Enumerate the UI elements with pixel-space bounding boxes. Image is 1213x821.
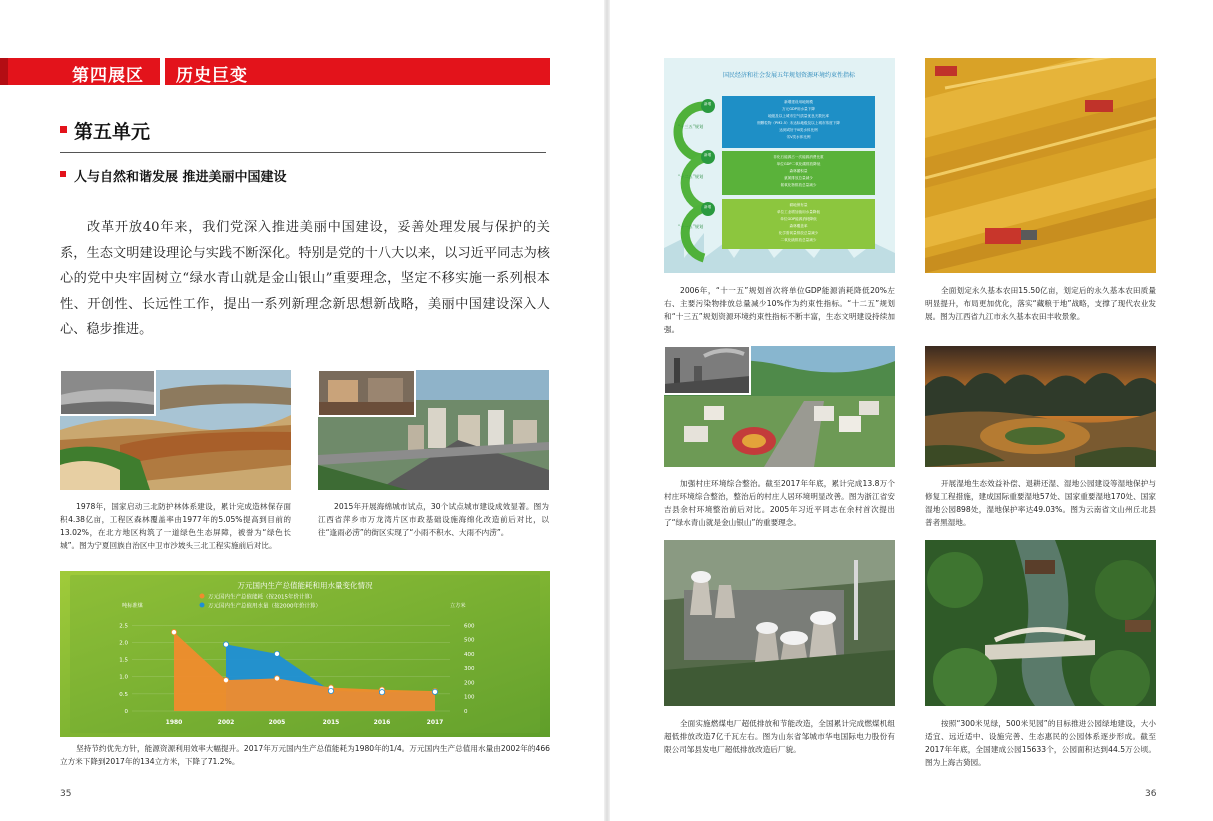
x-tick-label: 2017 [426,719,444,726]
unit-subtitle: 人与自然和谐发展 推进美丽中国建设 [74,170,287,185]
caption-park: 按照“300米见绿，500米见园”的目标推进公园绿地建设，大小适宜、远近适中、设施完善、生态惠民的公园体系逐步形成。截至2017年年底，全国建成公园15633个，公园面积达到44.5万公顷。图为上海古猗园。 [925,719,1156,767]
box-11-item: 单位工业增加值用水量降低 [776,210,821,214]
caption-farmland: 全面划定永久基本农田15.50亿亩，划定后的永久基本农田质量明显提升，布局更加优化，落实“藏粮于地”战略，支撑了现代农业发展。图为江西省九江市永久基本农田丰收景象。 [925,286,1156,321]
box-11-list [726,202,871,244]
photo-jiujiang-farmland [925,58,1156,273]
heading-divider [60,152,546,153]
y-right-tick: 100 [464,694,475,701]
caption-power-plant: 全面实施燃煤电厂超低排放和节能改造，全国累计完成燃煤机组超低排放改造7亿千瓦左右。图为山东省邹城市华电国际电力股份有限公司邹县发电厂超低排放改造后厂貌。 [664,719,895,754]
box-13-item: 地级及以上城市空气质量优良天数比率 [767,114,830,118]
zone-title: 历史巨变 [176,66,248,86]
y-left-tick: 0 [124,709,128,715]
y-right-tick: 400 [464,651,475,658]
plan-13-label: “十三五”规划 [678,124,704,129]
x-tick-label: 2015 [322,719,340,726]
y-left-label: 吨标准煤 [122,603,143,609]
box-13-list [726,99,871,141]
chart-title: 万元国内生产总值能耗和用水量变化情况 [237,581,373,590]
legend-water: 万元国内生产总值用水量（按2000年价计算） [208,603,321,610]
water-point [274,651,279,656]
caption-sponge-city: 2015年开展海绵城市试点，30个试点城市建设成效显著。图为江西省萍乡市万龙湾片区市政基础设施海绵化改造前后对比，以往“逢雨必涝”的街区实现了“小雨不积水、大雨不内涝”。 [318,502,549,537]
box-12-item: 森林蓄积量 [789,169,808,173]
box-11-item: 耕地保有量 [789,203,808,207]
energy-point [274,676,279,681]
y-right-tick: 500 [464,637,475,644]
badge-12: 新增 [704,153,712,157]
y-left-tick: 2.5 [119,623,128,630]
infographic-title: 国民经济和社会发展五年规划资源环境约束性指标 [722,72,855,79]
water-point [432,689,437,694]
box-12-item: 氮氧化物排放总量减少 [780,183,817,187]
box-12-item: 单位GDP二氧化碳排放降低 [776,162,821,166]
y-right-tick: 0 [464,709,468,715]
box-13-item: 新增建设用地规模 [784,100,813,104]
box-13-item: 劣Ⅴ类水体比例 [786,135,811,139]
box-11-item: 二氧化硫排放总量减少 [780,238,817,242]
x-tick-label: 2005 [268,719,286,726]
badge-13: 新增 [704,102,712,106]
plan-12-label: “十二五”规划 [678,174,704,179]
energy-point [171,630,176,635]
infographic-five-year-plan [664,58,895,273]
y-left-tick: 0.5 [119,691,128,698]
water-point [223,642,228,647]
water-point [379,690,384,695]
y-left-tick: 2.0 [119,640,128,647]
caption-five-year-plan: 2006年，“十一五”规划首次将单位GDP能源消耗降低20%左右、主要污染物排放总量减少10%作为约束性指标。“十二五”规划和“十三五”规划资源环境约束性指标不断丰富，生态文明建设持续加强。 [664,286,895,334]
y-left-tick: 1.5 [119,657,128,664]
banner-separator [160,58,165,85]
photo-guyi-garden [925,540,1156,706]
y-right-tick: 200 [464,680,475,687]
caption-desert: 1978年，国家启动三北防护林体系建设，累计完成造林保存面积4.38亿亩，工程区森林覆盖率由1977年的5.05%提高到目前的13.02%，在北方地区构筑了一道绿色生态屏障，被誉为“绿色长城”。图为宁夏回族自治区中卫市沙坡头三北工程实施前后对比。 [60,502,291,550]
unit-title: 第五单元 [74,121,151,143]
box-13-item: 万元GDP用水量下降 [782,107,815,111]
photo-puzhehei-wetland [925,346,1156,467]
banner-notch [0,58,8,85]
chart-panel [60,571,550,737]
y-left-tick: 1.0 [119,674,128,681]
y-right-tick: 600 [464,623,475,630]
energy-point [223,678,228,683]
box-13-item: 达到或好于Ⅲ类水体比例 [779,128,818,132]
x-tick-label: 2002 [217,719,235,726]
box-13-item: 细颗粒物（PM2.5）未达标地级及以上城市浓度下降 [757,121,840,125]
badge-11: 新增 [704,205,712,209]
box-12-item: 非化石能源占一次能源消费比重 [773,155,824,159]
box-11-item: 单位GDP能源消耗降低 [780,217,817,221]
water-point [328,688,333,693]
x-tick-label: 2016 [373,719,391,726]
plan-11-label: “十一五”规划 [678,224,704,229]
photo-yucun-village [664,346,895,467]
caption-chart: 坚持节约优先方针，能源资源利用效率大幅提升。2017年万元国内生产总值能耗为1980年的1/4。万元国内生产总值用水量由2002年的466立方米下降到2017年的134立方米，下降了71.2%。 [60,744,550,766]
caption-wetland: 开展湿地生态效益补偿、退耕还湿、湿地公园建设等湿地保护与修复工程措施，建成国际重要湿地57处、国家重要湿地170处、国家湿地公园898处，湿地保护率达49.03%。图为云南省文山州丘北县普者黑湿地。 [925,479,1156,527]
unit-bullet-icon [60,126,67,133]
photo-pingxiang-sponge-city [318,370,549,490]
page-gutter [604,0,610,821]
photo-zouxian-power-plant [664,540,895,706]
box-12-item: 氨氮排放总量减少 [784,176,813,180]
box-11-item: 森林覆盖率 [789,224,808,228]
photo-shapotou-desert [60,370,291,490]
exhibit-banner [0,58,550,85]
legend-swatch-energy [200,594,205,599]
y-right-label: 立方米 [450,603,466,609]
exhibit-zone-label: 第四展区 [72,66,144,86]
subtitle-bullet-icon [60,171,66,177]
box-12-list [726,154,871,189]
legend-swatch-water [200,603,205,608]
page-number-left: 35 [60,789,72,799]
page-number-right: 36 [1145,789,1157,799]
legend-energy: 万元国内生产总值能耗（按2015年价计算） [208,594,316,601]
caption-village: 加强村庄环境综合整治。截至2017年年底，累计完成13.8万个村庄环境综合整治，整治后的村庄人居环境明显改善。图为浙江省安吉县余村环境整治前后对比。2005年习近平同志在余村首次提出了“绿水青山就是金山银山”的重要理念。 [664,479,895,527]
x-tick-label: 1980 [165,719,183,726]
box-11-item: 化学需氧量排放总量减少 [778,231,819,235]
y-right-tick: 300 [464,666,475,673]
intro-paragraph: 改革开放40年来，我们党深入推进美丽中国建设，妥善处理发展与保护的关系，生态文明建设理论与实践不断深化。特别是党的十八大以来，以习近平同志为核心的党中央牢固树立“绿水青山就是金山银山”重要理念，坚定不移实施一系列根本性、开创性、长远性工作，提出一系列新理念新思想新战略，美丽中国建设深入人心、稳步推进。 [60,220,550,337]
